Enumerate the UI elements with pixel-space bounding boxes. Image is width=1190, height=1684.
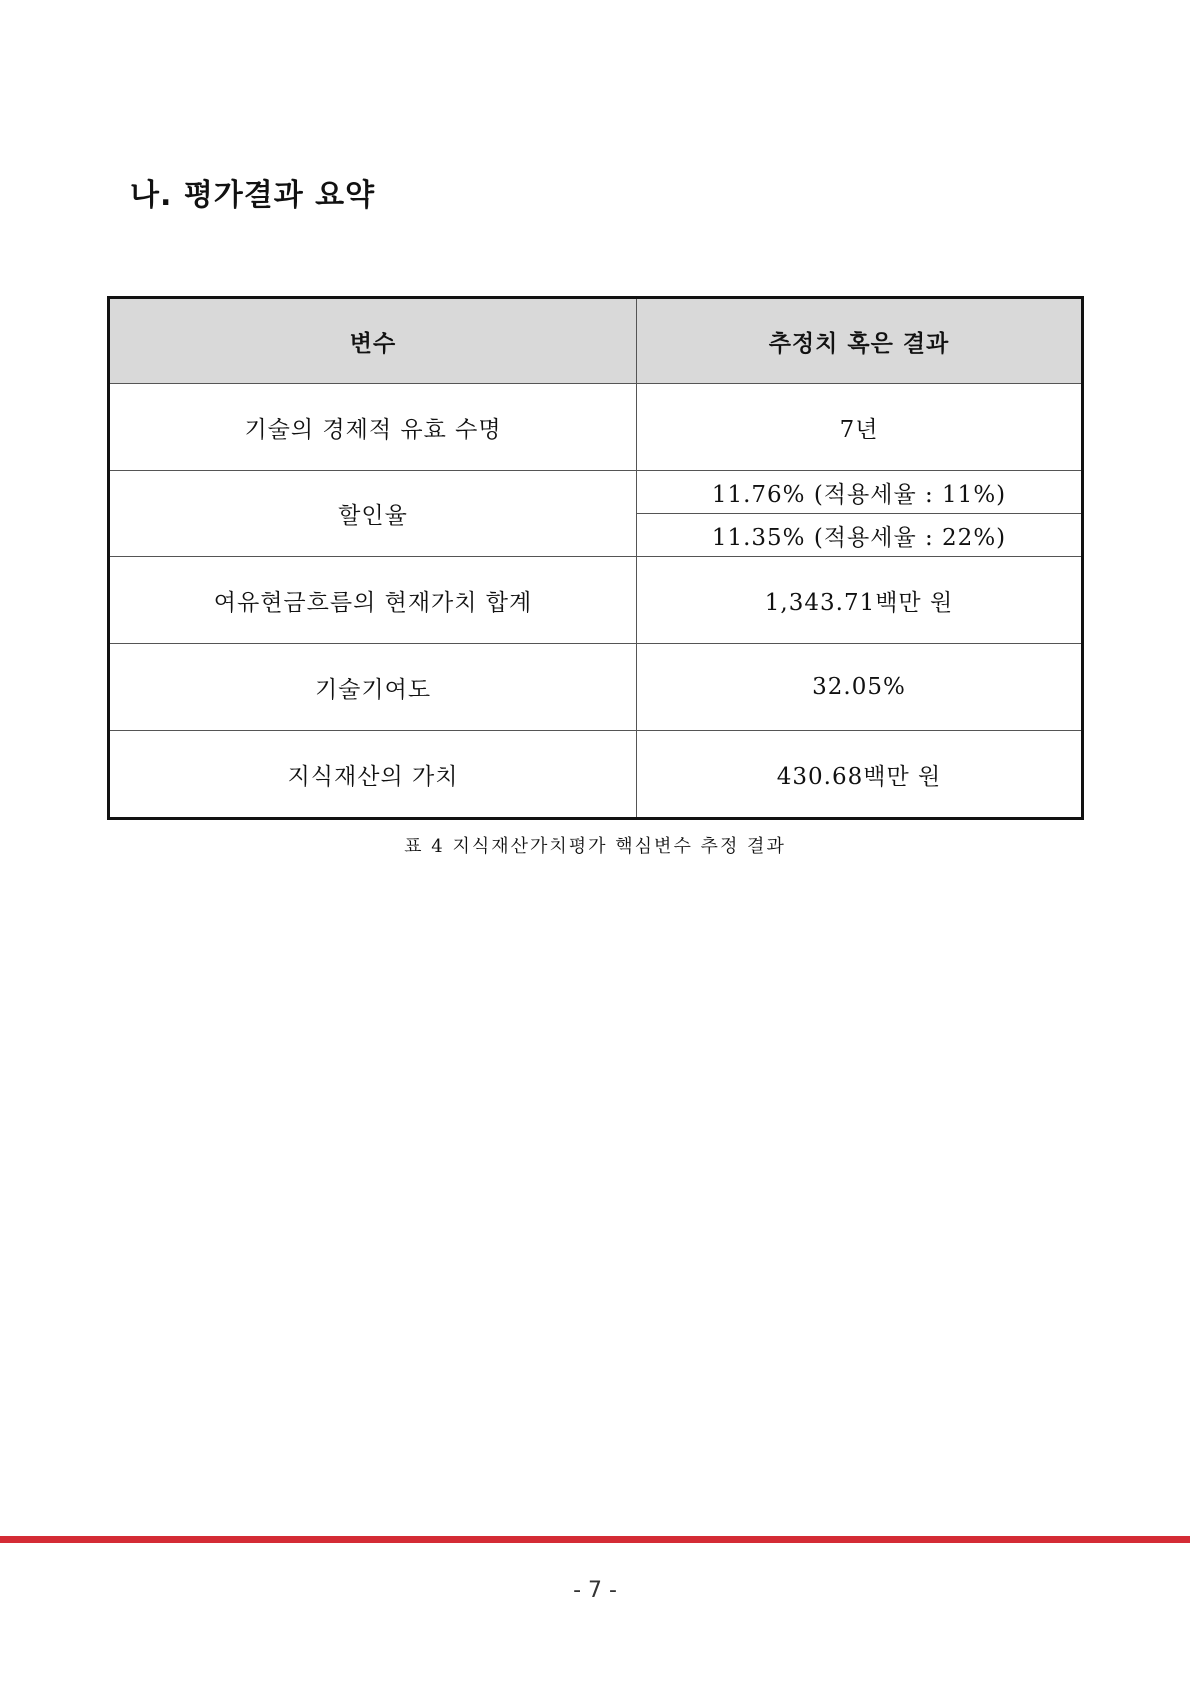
table-row [109,557,1083,644]
table-row [109,384,1083,471]
section-heading: 나. 평가결과 요약 [130,178,376,213]
table-header-row [109,298,1083,384]
header-estimate-result: 추정치 혹은 결과 [637,298,1083,384]
table-row [109,731,1083,819]
row-value-discount-rate-1: 11.76% (적용세율 : 11%) [637,471,1083,514]
table-row [109,471,1083,514]
evaluation-summary-table [107,296,1084,820]
row-value-useful-life: 7년 [637,384,1083,471]
row-label-ip-value: 지식재산의 가치 [109,731,637,819]
table-caption: 표 4 지식재산가치평가 핵심변수 추정 결과 [404,836,786,857]
row-value-ip-value: 430.68백만 원 [637,731,1083,819]
page-number: - 7 - [573,1578,617,1603]
row-label-present-value: 여유현금흐름의 현재가치 합계 [109,557,637,644]
footer-divider [0,1536,1190,1543]
row-label-tech-contribution: 기술기여도 [109,644,637,731]
row-label-useful-life: 기술의 경제적 유효 수명 [109,384,637,471]
row-value-present-value: 1,343.71백만 원 [637,557,1083,644]
row-value-tech-contribution: 32.05% [637,644,1083,731]
table-row [109,644,1083,731]
row-value-discount-rate-2: 11.35% (적용세율 : 22%) [637,514,1083,557]
row-label-discount-rate: 할인율 [109,471,637,557]
header-variable: 변수 [109,298,637,384]
